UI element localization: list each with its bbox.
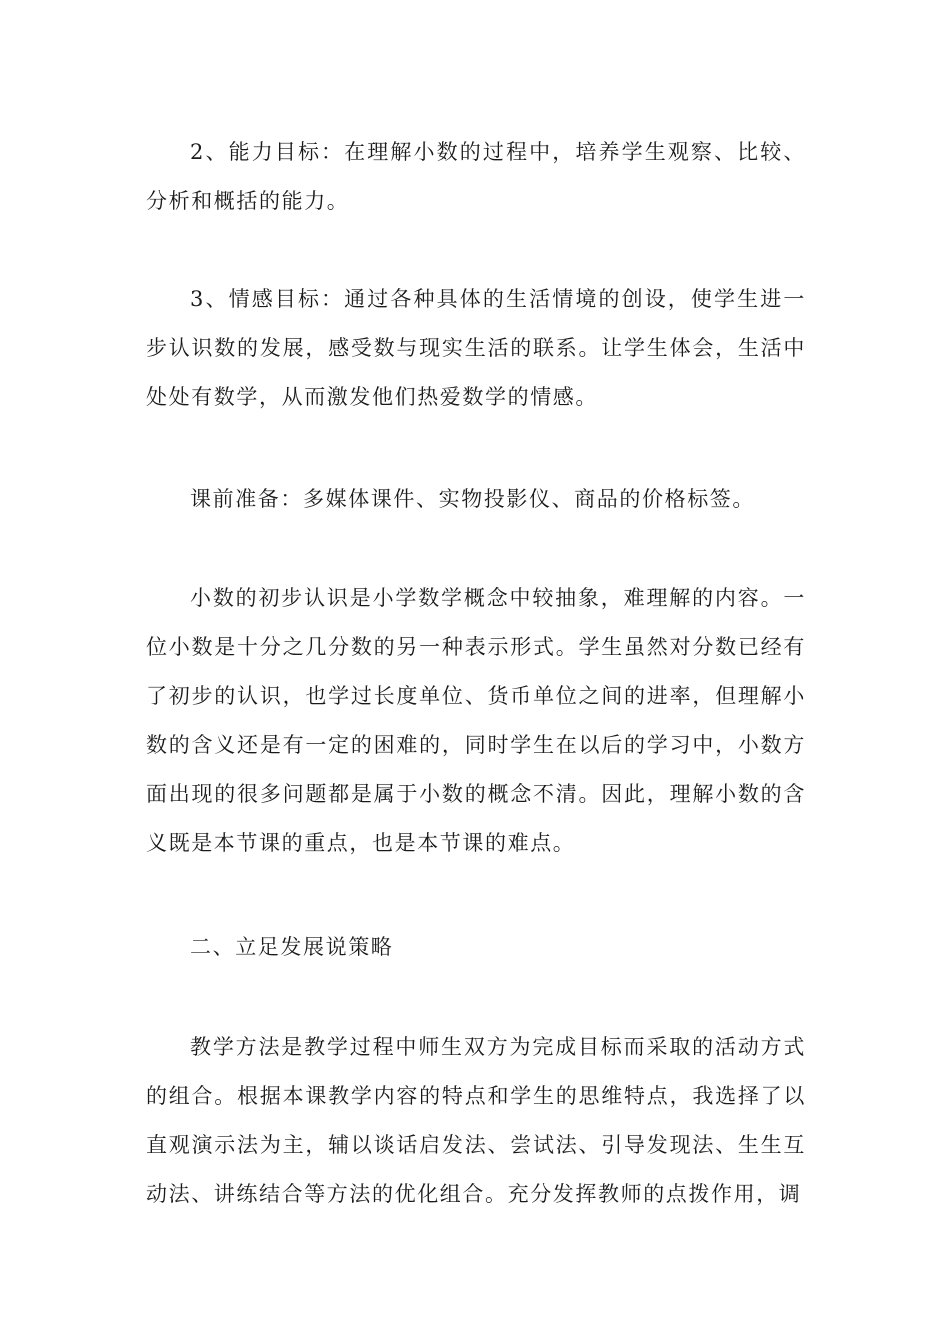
paragraph-teaching-method: 教学方法是教学过程中师生双方为完成目标而采取的活动方式的组合。根据本课教学内容的特点和学生的思维特点，我选择了以直观演示法为主，辅以谈话启发法、尝试法、引导发现法、生生互动法、讲练结合等方法的优化组合。充分发挥教师的点拨作用，调 [146,1035,806,1206]
section-heading-strategy: 二、立足发展说策略 [190,935,394,959]
paragraph-class-preparation: 课前准备：多媒体课件、实物投影仪、商品的价格标签。 [190,487,755,511]
paragraph-ability-goal: 2、能力目标：在理解小数的过程中，培养学生观察、比较、分析和概括的能力。 [146,140,806,213]
paragraph-content-analysis: 小数的初步认识是小学数学概念中较抽象，难理解的内容。一位小数是十分之几分数的另一种表示形式。学生虽然对分数已经有了初步的认识，也学过长度单位、货币单位之间的进率，但理解小数的含义还是有一定的困难的，同时学生在以后的学习中，小数方面出现的很多问题都是属于小数的概念不清。因此，理解小数的含义既是本节课的重点，也是本节课的难点。 [146,586,806,855]
paragraph-emotion-goal: 3、情感目标：通过各种具体的生活情境的创设，使学生进一步认识数的发展，感受数与现实生活的联系。让学生体会，生活中处处有数学，从而激发他们热爱数学的情感。 [146,287,806,409]
